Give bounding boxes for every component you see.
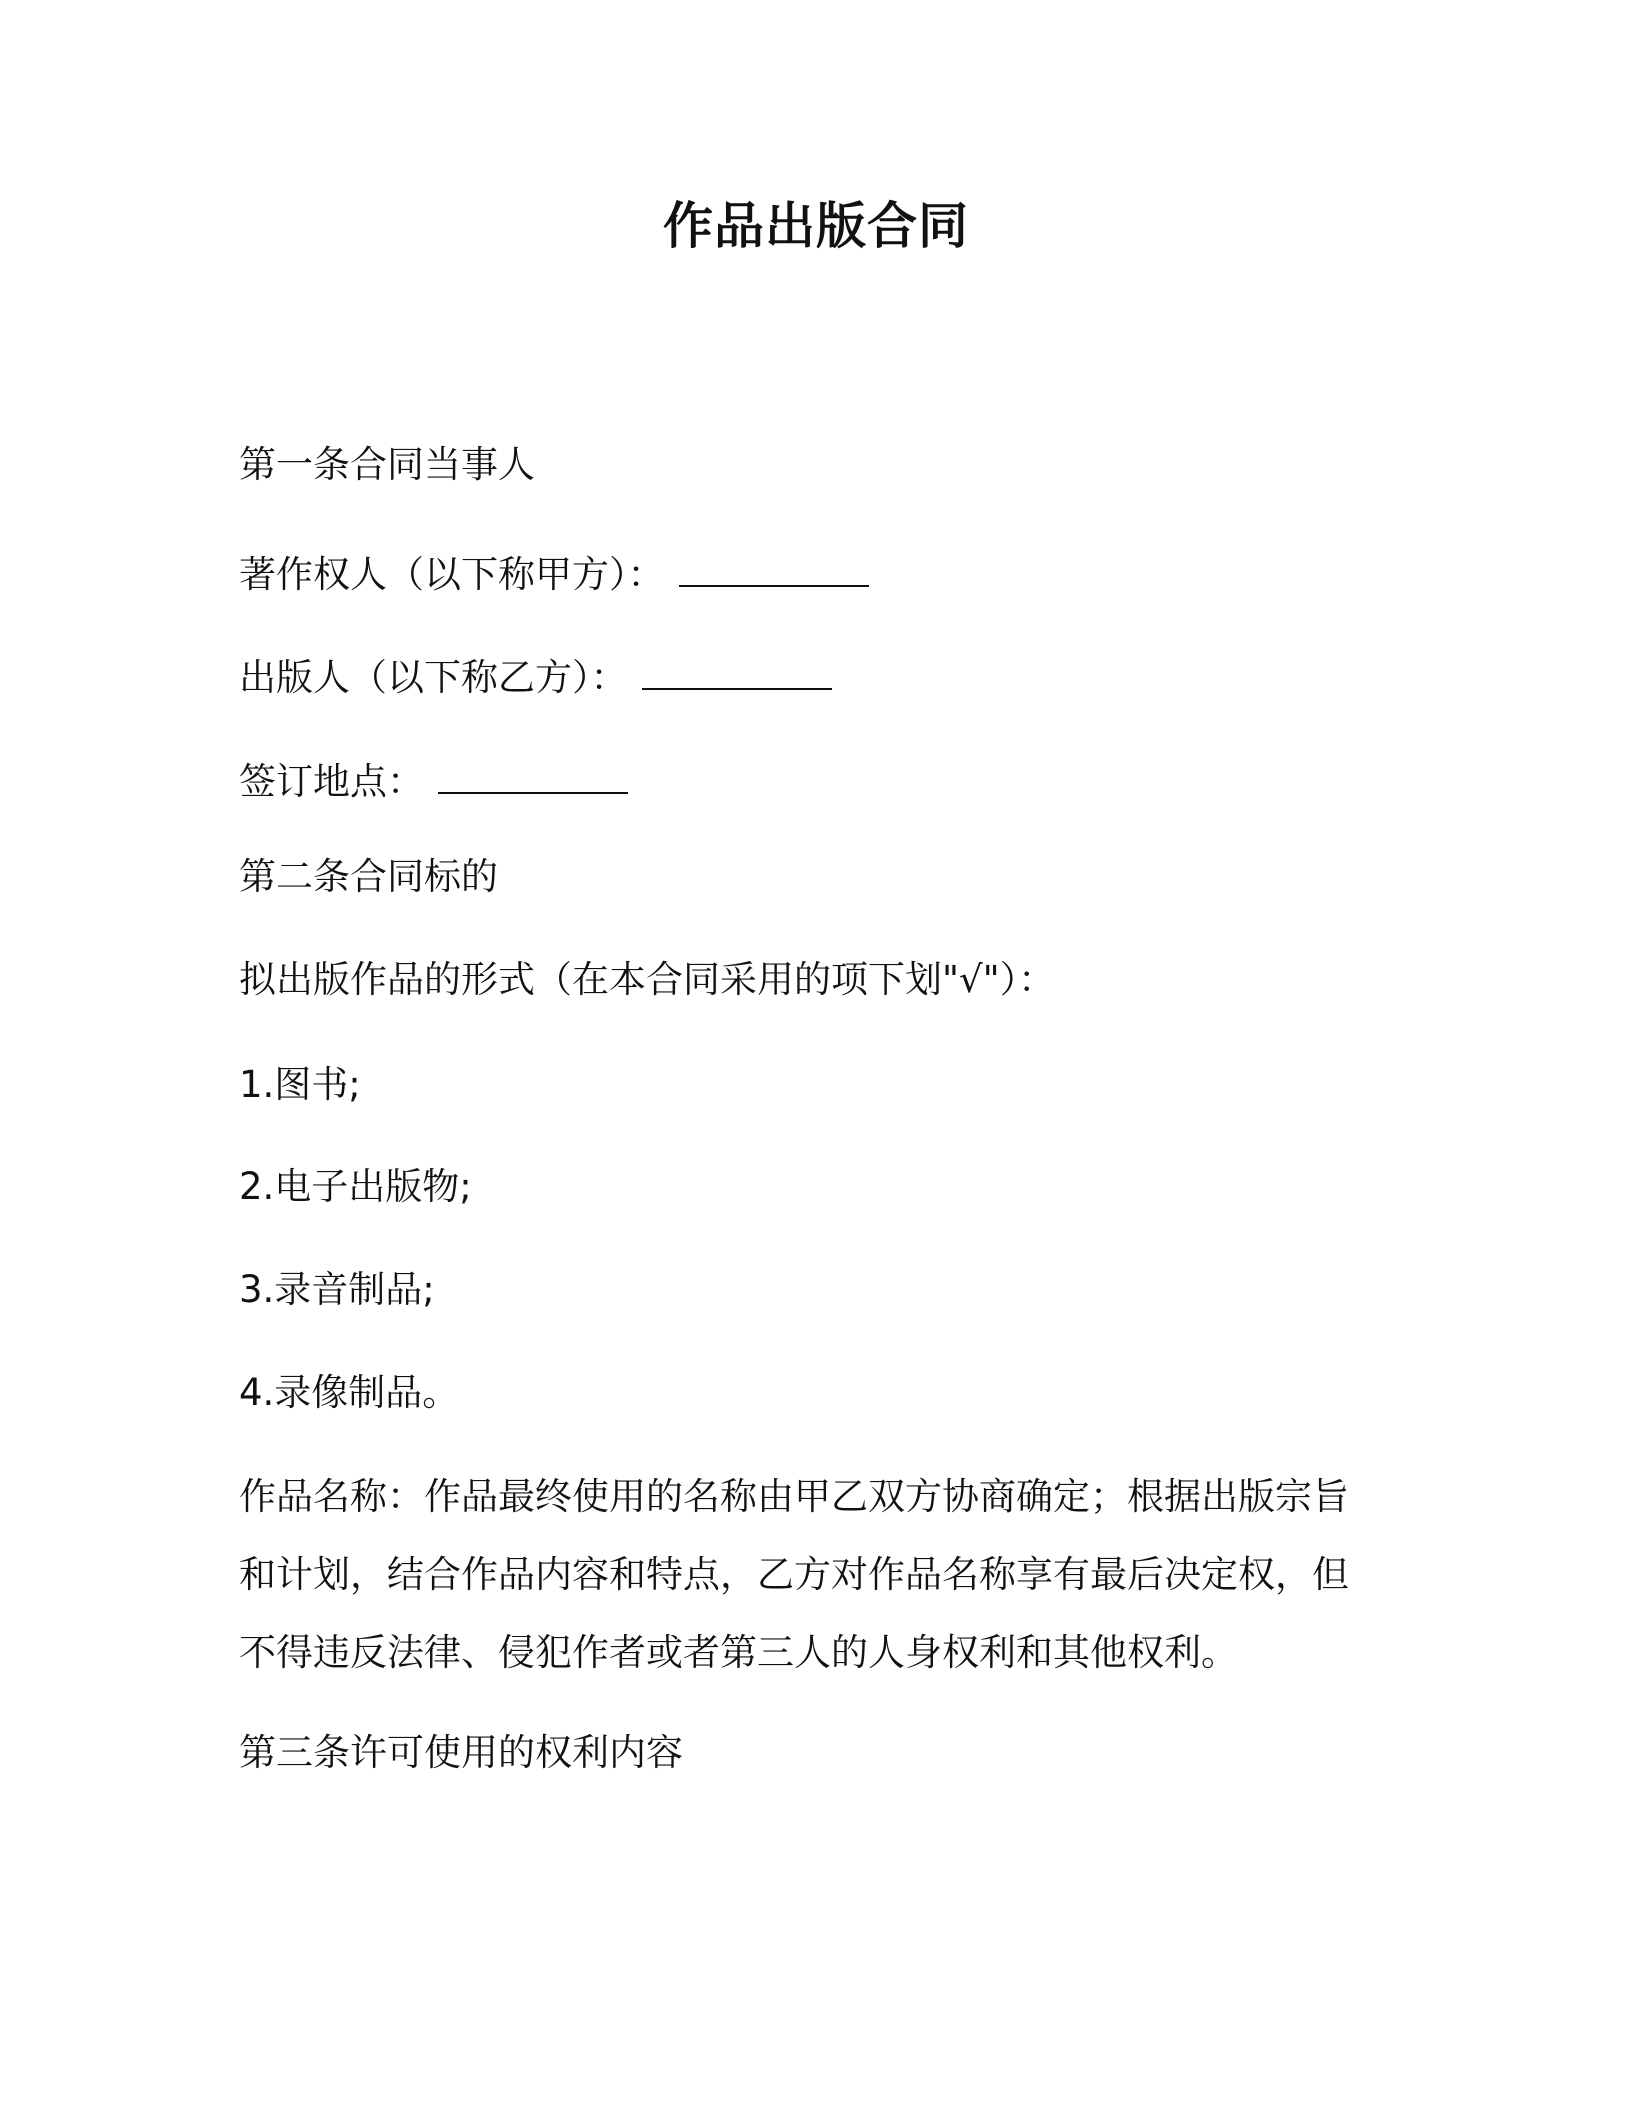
signing-place-label: 签订地点： [239, 760, 424, 803]
form-prompt: 拟出版作品的形式（在本合同采用的项下划"√"）： [239, 958, 1056, 1001]
document-title: 作品出版合同 [663, 197, 969, 255]
article-3-heading: 第三条许可使用的权利内容 [239, 1731, 683, 1774]
work-name-line: 和计划，结合作品内容和特点，乙方对作品名称享有最后决定权，但 [239, 1553, 1349, 1596]
signing-place-line [239, 757, 628, 807]
article-1-heading: 第一条合同当事人 [239, 443, 535, 486]
option-item: 2.电子出版物; [239, 1165, 472, 1208]
copyright-holder-label: 著作权人（以下称甲方）： [239, 553, 665, 596]
work-name-paragraph [239, 1472, 1359, 1706]
publisher-line [239, 653, 832, 703]
publisher-blank [642, 654, 832, 690]
publisher-label: 出版人（以下称乙方）： [239, 656, 628, 699]
signing-place-blank [438, 758, 628, 794]
option-item: 1.图书; [239, 1063, 361, 1106]
work-name-line: 不得违反法律、侵犯作者或者第三人的人身权利和其他权利。 [239, 1631, 1238, 1674]
copyright-holder-blank [679, 551, 869, 587]
option-item: 4.录像制品。 [239, 1371, 460, 1414]
work-name-line: 作品名称：作品最终使用的名称由甲乙双方协商确定；根据出版宗旨 [239, 1475, 1349, 1518]
option-item: 3.录音制品; [239, 1268, 435, 1311]
article-2-heading: 第二条合同标的 [239, 855, 498, 898]
copyright-holder-line [239, 550, 869, 600]
